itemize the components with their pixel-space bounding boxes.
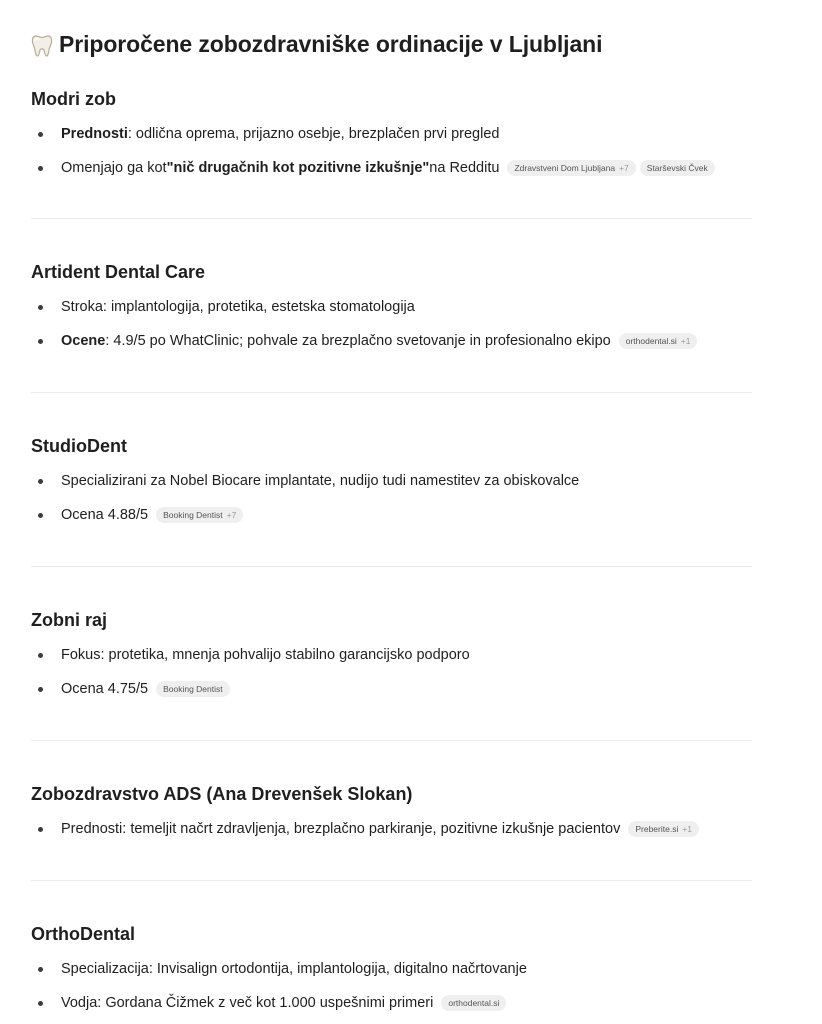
chip-count: +7 [619, 163, 629, 173]
chip-label: Booking Dentist [163, 684, 223, 694]
bullet-dot [38, 305, 43, 310]
section-title: Modri zob [31, 89, 116, 109]
section-title: StudioDent [31, 436, 127, 456]
bullet-text: Omenjajo ga kot [61, 160, 167, 176]
bullet-text: Ocena 4.88/5 [61, 507, 149, 523]
bullet-list [31, 124, 752, 178]
bullet-dot [38, 827, 43, 832]
section-title: OrthoDental [31, 924, 136, 944]
list-item [31, 505, 752, 525]
section-divider [31, 566, 752, 567]
list-item [31, 679, 752, 699]
source-chip[interactable] [619, 333, 698, 349]
section-title: Zobni raj [31, 610, 107, 630]
chip-label: Starševski Čvek [646, 163, 708, 173]
source-chip[interactable] [507, 160, 635, 176]
bold-quote: "nič drugačnih kot pozitivne izkušnje" [166, 160, 430, 176]
source-chip[interactable] [441, 995, 506, 1011]
section-divider [31, 218, 752, 219]
chip-label: Booking Dentist [163, 510, 223, 520]
bullet-list [31, 297, 752, 351]
list-item [31, 158, 752, 178]
section-modri-zob [31, 87, 752, 178]
bullet-text: Specializirani za Nobel Biocare implantate, nudijo tudi namestitev za obiskovalce [61, 473, 580, 489]
source-chip[interactable] [640, 160, 715, 176]
section-orthodental [31, 922, 752, 1013]
list-item [31, 471, 752, 491]
section-divider [31, 740, 752, 741]
bold-label: Ocene [61, 333, 106, 349]
chip-label: Preberite.si [635, 824, 679, 834]
list-item [31, 297, 752, 317]
list-item [31, 959, 752, 979]
bold-label: Prednosti [61, 126, 128, 142]
bullet-dot [38, 479, 43, 484]
bullet-list [31, 959, 752, 1013]
bullet-text: : 4.9/5 po WhatClinic; pohvale za brezplačno svetovanje in profesionalno ekipo [105, 333, 611, 349]
bullet-list [31, 471, 752, 525]
source-chip[interactable] [156, 681, 230, 697]
bullet-dot [38, 339, 43, 344]
bullet-dot [38, 653, 43, 658]
chip-count: +1 [680, 336, 691, 346]
bullet-dot [38, 513, 43, 518]
bullet-list [31, 819, 752, 839]
bullet-dot [38, 967, 43, 972]
chip-label: Zdravstveni Dom Ljubljana [514, 163, 616, 173]
list-item [31, 124, 752, 144]
section-title: Zobozdravstvo ADS (Ana Drevenšek Slokan) [31, 784, 413, 804]
bullet-text: Vodja: Gordana Čižmek z več kot 1.000 uspešnimi primeri [61, 995, 434, 1011]
chip-label: orthodental.si [625, 336, 677, 346]
list-item [31, 331, 752, 351]
section-ads [31, 782, 752, 839]
chip-count: +1 [682, 824, 693, 834]
section-studiodent [31, 434, 752, 525]
bullet-dot [38, 1001, 43, 1006]
section-artident [31, 260, 752, 351]
bullet-text: Stroka: implantologija, protetika, estetska stomatologija [61, 299, 415, 315]
bullet-text: na Redditu [429, 160, 500, 176]
bullet-dot [38, 687, 43, 692]
section-zobni-raj [31, 608, 752, 699]
list-item [31, 993, 752, 1013]
section-title: Artident Dental Care [31, 262, 206, 282]
bullet-dot [38, 132, 43, 137]
bullet-text: Prednosti: temeljit načrt zdravljenja, brezplačno parkiranje, pozitivne izkušnje pacientov [61, 821, 621, 837]
chip-label: orthodental.si [448, 998, 500, 1008]
page-title [31, 31, 602, 58]
bullet-text: : odlična oprema, prijazno osebje, brezplačen prvi pregled [127, 126, 500, 142]
list-item [31, 645, 752, 665]
source-chip[interactable] [628, 821, 699, 837]
bullet-list [31, 645, 752, 699]
bullet-text: Ocena 4.75/5 [61, 681, 149, 697]
chip-count: +7 [226, 510, 237, 520]
source-chip[interactable] [156, 507, 243, 523]
bullet-text: Specializacija: Invisalign ortodontija, implantologija, digitalno načrtovanje [61, 961, 527, 977]
bullet-dot [38, 166, 43, 171]
list-item [31, 819, 752, 839]
section-divider [31, 392, 752, 393]
tooth-icon [31, 34, 53, 58]
bullet-text: Fokus: protetika, mnenja pohvalijo stabilno garancijsko podporo [61, 647, 470, 663]
page-title-text: Priporočene zobozdravniške ordinacije v Ljubljani [59, 31, 603, 57]
section-divider [31, 880, 752, 881]
